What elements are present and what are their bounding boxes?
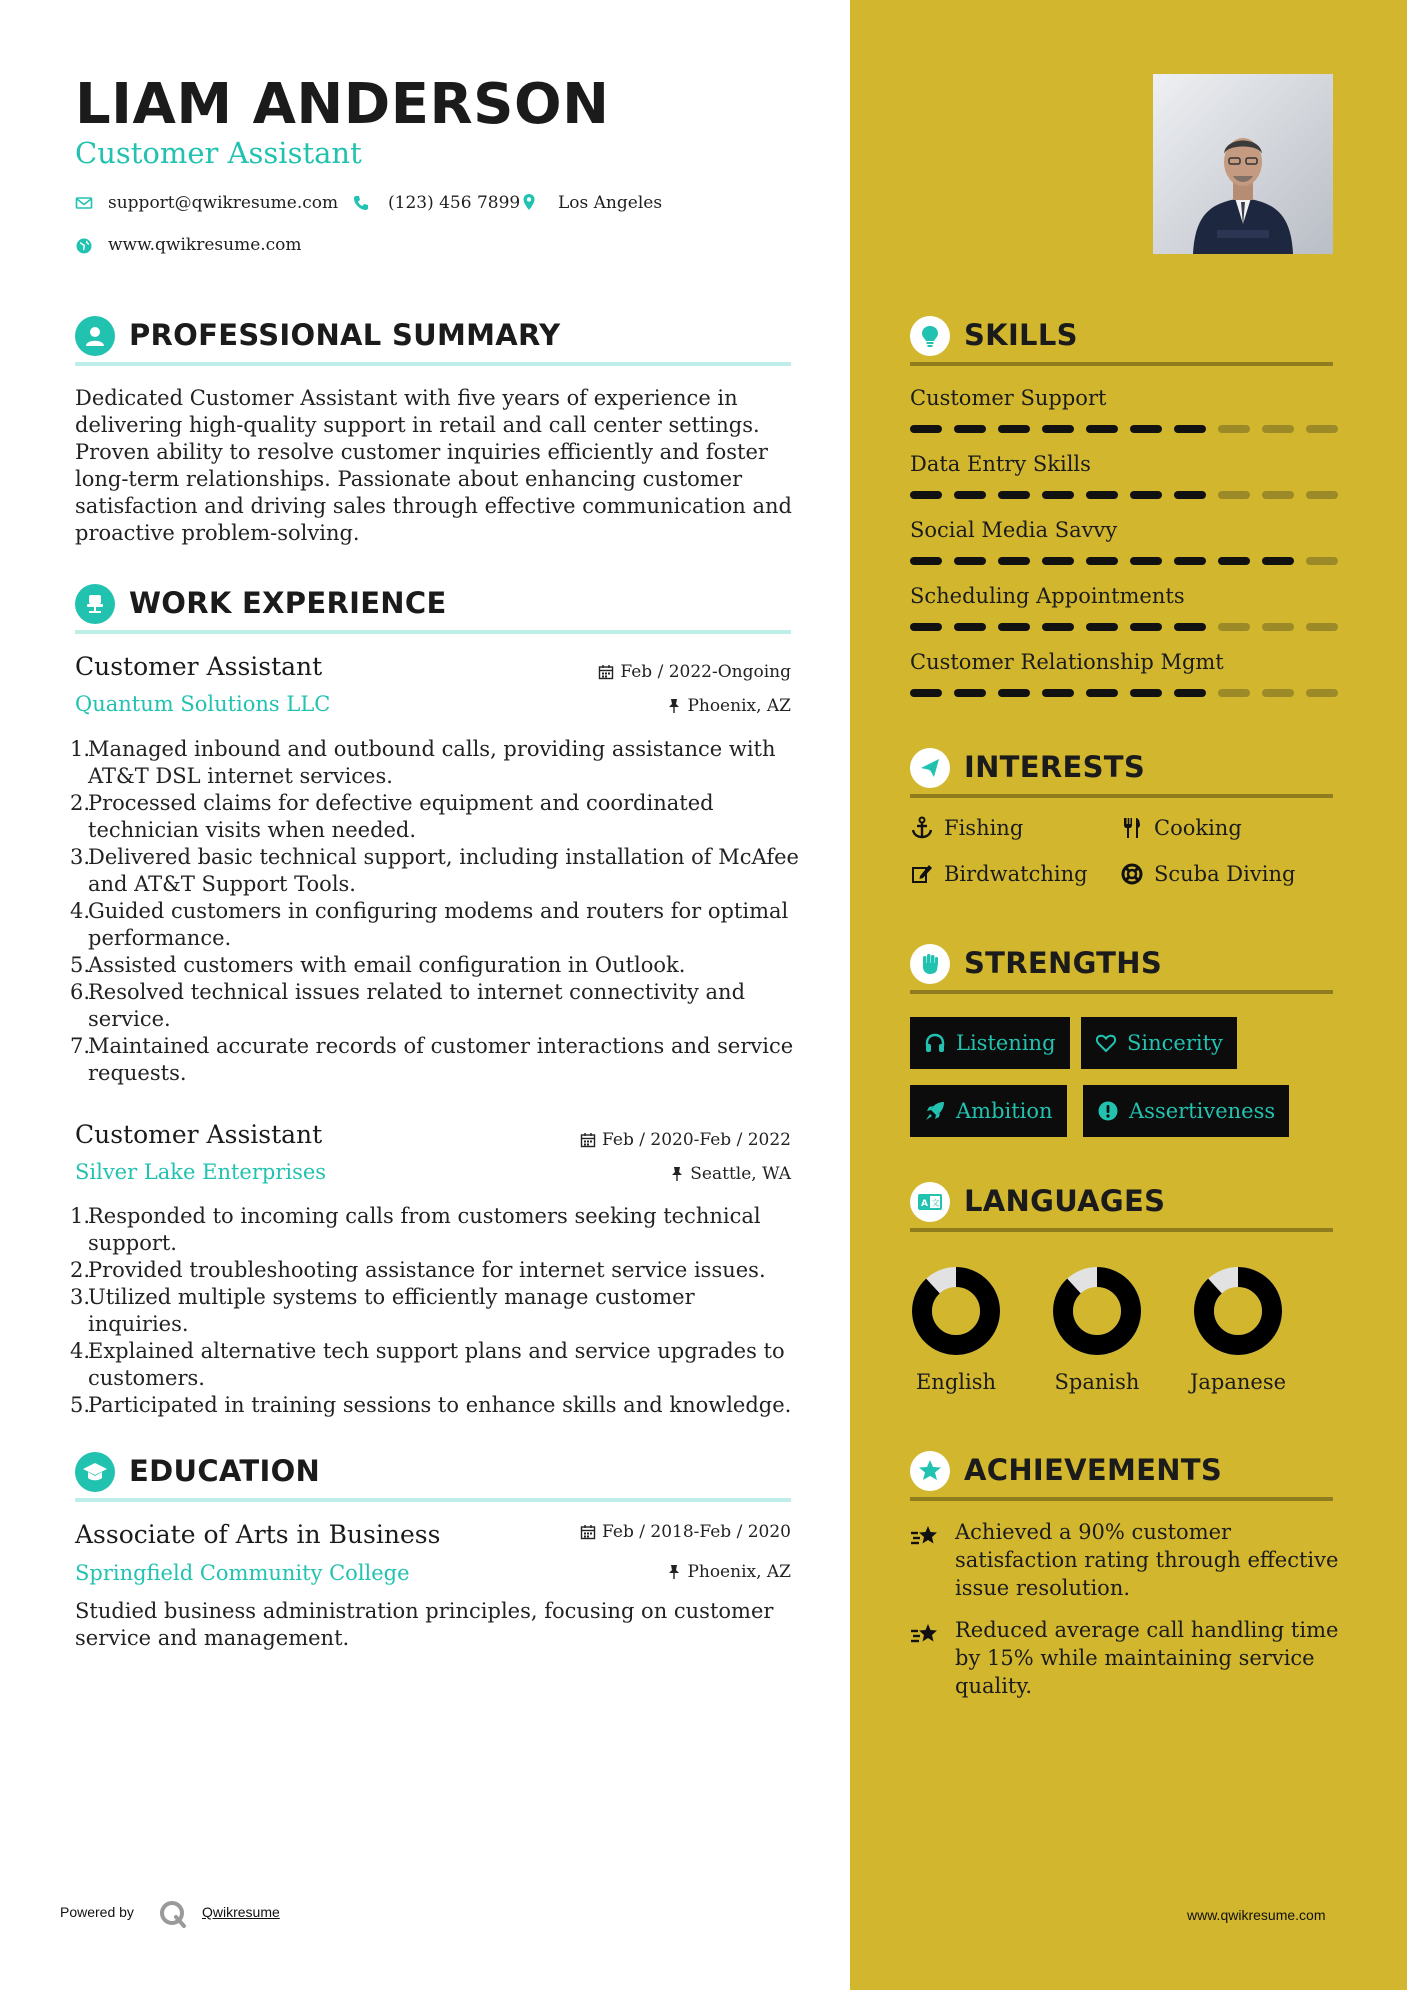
skill-dash-filled (910, 623, 942, 631)
language-gauge (911, 1266, 1001, 1356)
star-badge-icon (910, 1451, 950, 1491)
skill-dash-filled (1174, 623, 1206, 631)
life-ring-icon (1120, 862, 1144, 886)
skill-rating (910, 491, 1338, 499)
language-gauge (1193, 1266, 1283, 1356)
interest-item (910, 816, 1023, 840)
achievement-item: Reduced average call handling time by 15% while maintaining service quality. (955, 1618, 1339, 1698)
language-name: Japanese (1189, 1370, 1287, 1394)
skill-dash-filled (1174, 491, 1206, 499)
skill-dash-filled (1042, 491, 1074, 499)
skill-dash-filled (1218, 557, 1250, 565)
contact-email[interactable]: support@qwikresume.com (108, 193, 339, 213)
skill-rating (910, 425, 1338, 433)
interest-label: Fishing (944, 816, 1024, 840)
job-title: Customer Assistant (75, 652, 323, 681)
job-location-text: Phoenix, AZ (687, 696, 791, 716)
skill-dash-filled (998, 623, 1030, 631)
skill-dash-empty (1262, 425, 1294, 433)
school-name: Springfield Community College (75, 1561, 410, 1585)
job-dates (500, 662, 791, 682)
list-item: 1. Managed inbound and outbound calls, providing assistance with AT&T DSL internet services. (70, 737, 776, 788)
gauge-fill (1063, 1277, 1131, 1345)
skill-dash-filled (998, 491, 1030, 499)
skill-dash-filled (910, 425, 942, 433)
qwikresume-logo-icon (158, 1899, 188, 1933)
person-avatar-icon (1153, 74, 1333, 254)
job-title: Customer Assistant (75, 1120, 323, 1149)
edit-icon (910, 862, 934, 886)
anchor-icon (910, 816, 934, 840)
rocket-icon (924, 1100, 946, 1122)
thumbtack-icon (667, 698, 681, 714)
job-dates-text: Feb / 2020-Feb / 2022 (602, 1130, 791, 1150)
gauge-fill (1204, 1277, 1272, 1345)
contact-website[interactable]: www.qwikresume.com (108, 235, 302, 255)
list-item: 4. Explained alternative tech support plans and service upgrades to customers. (70, 1339, 785, 1390)
list-item: 5. Assisted customers with email configuration in Outlook. (70, 953, 686, 977)
skill-dash-filled (1042, 623, 1074, 631)
languages-divider (910, 1228, 1333, 1232)
skills-divider (910, 362, 1333, 366)
education-location-text: Phoenix, AZ (687, 1562, 791, 1582)
skill-dash-empty (1218, 491, 1250, 499)
job-responsibilities (70, 1203, 800, 1419)
strength-label: Ambition (956, 1099, 1053, 1123)
list-item: 3. Delivered basic technical support, including installation of McAfee and AT&T Support Tools. (70, 845, 799, 896)
contact-location: Los Angeles (558, 193, 663, 213)
achievements-divider (910, 1497, 1333, 1501)
contact-phone[interactable]: (123) 456 7899 (388, 193, 521, 213)
skill-dash-empty (1218, 623, 1250, 631)
education-location (500, 1562, 791, 1582)
skill-dash-empty (1306, 689, 1338, 697)
skills-heading: SKILLS (964, 318, 1078, 352)
achievement-item: Achieved a 90% customer satisfaction rating through effective issue resolution. (955, 1520, 1339, 1600)
fist-icon (910, 944, 950, 984)
job-responsibilities (70, 736, 800, 1087)
skill-name: Data Entry Skills (910, 452, 1091, 476)
gauge-fill (922, 1277, 990, 1345)
job-company: Quantum Solutions LLC (75, 692, 331, 716)
globe-icon (75, 237, 93, 259)
skill-dash-filled (1130, 689, 1162, 697)
skill-dash-filled (1086, 623, 1118, 631)
email-icon (75, 194, 93, 216)
paper-plane-icon (910, 748, 950, 788)
strength-badge (1083, 1085, 1289, 1137)
skill-dash-filled (998, 557, 1030, 565)
skill-name: Scheduling Appointments (910, 584, 1185, 608)
skill-dash-filled (1174, 689, 1206, 697)
skill-dash-filled (1174, 425, 1206, 433)
education-dates (500, 1522, 791, 1542)
list-item: 4. Guided customers in configuring modems and routers for optimal performance. (70, 899, 789, 950)
education-heading: EDUCATION (129, 1454, 321, 1488)
skill-dash-filled (998, 425, 1030, 433)
utensils-icon (1120, 816, 1144, 840)
strength-label: Assertiveness (1129, 1099, 1276, 1123)
skill-dash-filled (910, 689, 942, 697)
list-item: 2. Processed claims for defective equipment and coordinated technician visits when needed. (70, 791, 714, 842)
phone-icon (352, 194, 370, 216)
skill-dash-filled (1262, 557, 1294, 565)
skill-dash-filled (998, 689, 1030, 697)
strengths-heading: STRENGTHS (964, 946, 1163, 980)
language-name: Spanish (1054, 1370, 1140, 1394)
skill-name: Customer Relationship Mgmt (910, 650, 1224, 674)
job-location (500, 696, 791, 716)
profile-photo (1153, 74, 1333, 254)
graduation-cap-icon (75, 1452, 115, 1492)
skill-dash-filled (1130, 557, 1162, 565)
skill-dash-filled (910, 557, 942, 565)
education-dates-text: Feb / 2018-Feb / 2020 (602, 1522, 791, 1542)
skill-rating (910, 557, 1338, 565)
strength-badge (910, 1085, 1067, 1137)
calendar-icon (598, 664, 614, 680)
skill-dash-filled (954, 557, 986, 565)
strength-label: Sincerity (1127, 1031, 1223, 1055)
skill-dash-filled (1130, 623, 1162, 631)
footer-website[interactable]: www.qwikresume.com (1187, 1907, 1326, 1923)
language-icon (910, 1182, 950, 1222)
qwikresume-link[interactable]: Qwikresume (202, 1904, 280, 1920)
summary-text: Dedicated Customer Assistant with five years of experience in delivering high-quality support in retail and call center settings. Proven ability to resolve customer inquiries efficiently and foster long-term relationships. Passionate about enhancing customer satisfaction and driving sales through effective communication and proactive problem-solving. (75, 386, 792, 545)
shooting-star-icon (910, 1622, 940, 1652)
skill-dash-filled (1130, 491, 1162, 499)
languages-heading: LANGUAGES (964, 1184, 1166, 1218)
calendar-icon (580, 1132, 596, 1148)
list-item: 5. Participated in training sessions to enhance skills and knowledge. (70, 1393, 792, 1417)
skill-dash-filled (1042, 425, 1074, 433)
skill-dash-empty (1306, 491, 1338, 499)
skill-rating (910, 623, 1338, 631)
headphones-icon (924, 1032, 946, 1054)
skill-dash-filled (954, 689, 986, 697)
skill-dash-filled (910, 491, 942, 499)
interest-label: Scuba Diving (1154, 862, 1296, 886)
skill-dash-empty (1218, 689, 1250, 697)
achievements-heading: ACHIEVEMENTS (964, 1453, 1223, 1487)
skill-dash-filled (1174, 557, 1206, 565)
powered-by-label: Powered by (60, 1904, 134, 1920)
svg-text:文: 文 (931, 1198, 940, 1208)
skill-dash-filled (1086, 557, 1118, 565)
skill-dash-filled (954, 623, 986, 631)
list-item: 6. Resolved technical issues related to internet connectivity and service. (70, 980, 746, 1031)
interests-heading: INTERESTS (964, 750, 1146, 784)
language-name: English (915, 1370, 997, 1394)
skill-dash-empty (1306, 623, 1338, 631)
skill-dash-filled (1086, 491, 1118, 499)
skill-dash-empty (1262, 491, 1294, 499)
interest-item (1120, 862, 1295, 886)
job-company: Silver Lake Enterprises (75, 1160, 327, 1184)
list-item: 3. Utilized multiple systems to efficiently manage customer inquiries. (70, 1285, 695, 1336)
interests-divider (910, 794, 1333, 798)
list-item: 1. Responded to incoming calls from customers seeking technical support. (70, 1204, 761, 1255)
degree-title: Associate of Arts in Business (75, 1520, 441, 1549)
interest-item (1120, 816, 1242, 840)
user-icon (75, 316, 115, 356)
job-dates (500, 1130, 791, 1150)
skill-dash-empty (1218, 425, 1250, 433)
skill-dash-empty (1262, 623, 1294, 631)
skill-dash-empty (1262, 689, 1294, 697)
sidebar (850, 0, 1407, 1990)
skill-rating (910, 689, 1338, 697)
strength-label: Listening (956, 1031, 1056, 1055)
chair-icon (75, 584, 115, 624)
skill-name: Social Media Savvy (910, 518, 1118, 542)
summary-divider (75, 362, 791, 366)
interest-label: Cooking (1154, 816, 1242, 840)
candidate-title: Customer Assistant (75, 136, 362, 170)
svg-text:A: A (921, 1199, 928, 1209)
job-dates-text: Feb / 2022-Ongoing (620, 662, 791, 682)
job-location (500, 1164, 791, 1184)
education-divider (75, 1498, 791, 1502)
thumbtack-icon (670, 1166, 684, 1182)
calendar-icon (580, 1524, 596, 1540)
thumbtack-icon (667, 1564, 681, 1580)
exclamation-icon (1097, 1100, 1119, 1122)
shooting-star-icon (910, 1524, 940, 1554)
list-item: 2. Provided troubleshooting assistance for internet service issues. (70, 1258, 766, 1282)
skill-name: Customer Support (910, 386, 1107, 410)
summary-heading: PROFESSIONAL SUMMARY (129, 318, 561, 352)
language-gauge (1052, 1266, 1142, 1356)
interest-label: Birdwatching (944, 862, 1088, 886)
education-description: Studied business administration principles, focusing on customer service and management. (75, 1599, 774, 1650)
strength-badge (1081, 1017, 1237, 1069)
experience-heading: WORK EXPERIENCE (129, 586, 447, 620)
interest-item (910, 862, 1088, 886)
list-item: 7. Maintained accurate records of customer interactions and service requests. (70, 1034, 794, 1085)
skill-dash-filled (1086, 425, 1118, 433)
strength-badge (910, 1017, 1070, 1069)
skill-dash-filled (954, 425, 986, 433)
skill-dash-empty (1306, 557, 1338, 565)
skill-dash-filled (1042, 689, 1074, 697)
strengths-divider (910, 990, 1333, 994)
job-location-text: Seattle, WA (690, 1164, 791, 1184)
skill-dash-filled (1130, 425, 1162, 433)
experience-divider (75, 630, 791, 634)
candidate-name: LIAM ANDERSON (75, 72, 610, 137)
skill-dash-filled (1086, 689, 1118, 697)
skill-dash-empty (1306, 425, 1338, 433)
map-marker-icon (520, 193, 538, 215)
heart-icon (1095, 1032, 1117, 1054)
skill-dash-filled (954, 491, 986, 499)
lightbulb-icon (910, 316, 950, 356)
skill-dash-filled (1042, 557, 1074, 565)
